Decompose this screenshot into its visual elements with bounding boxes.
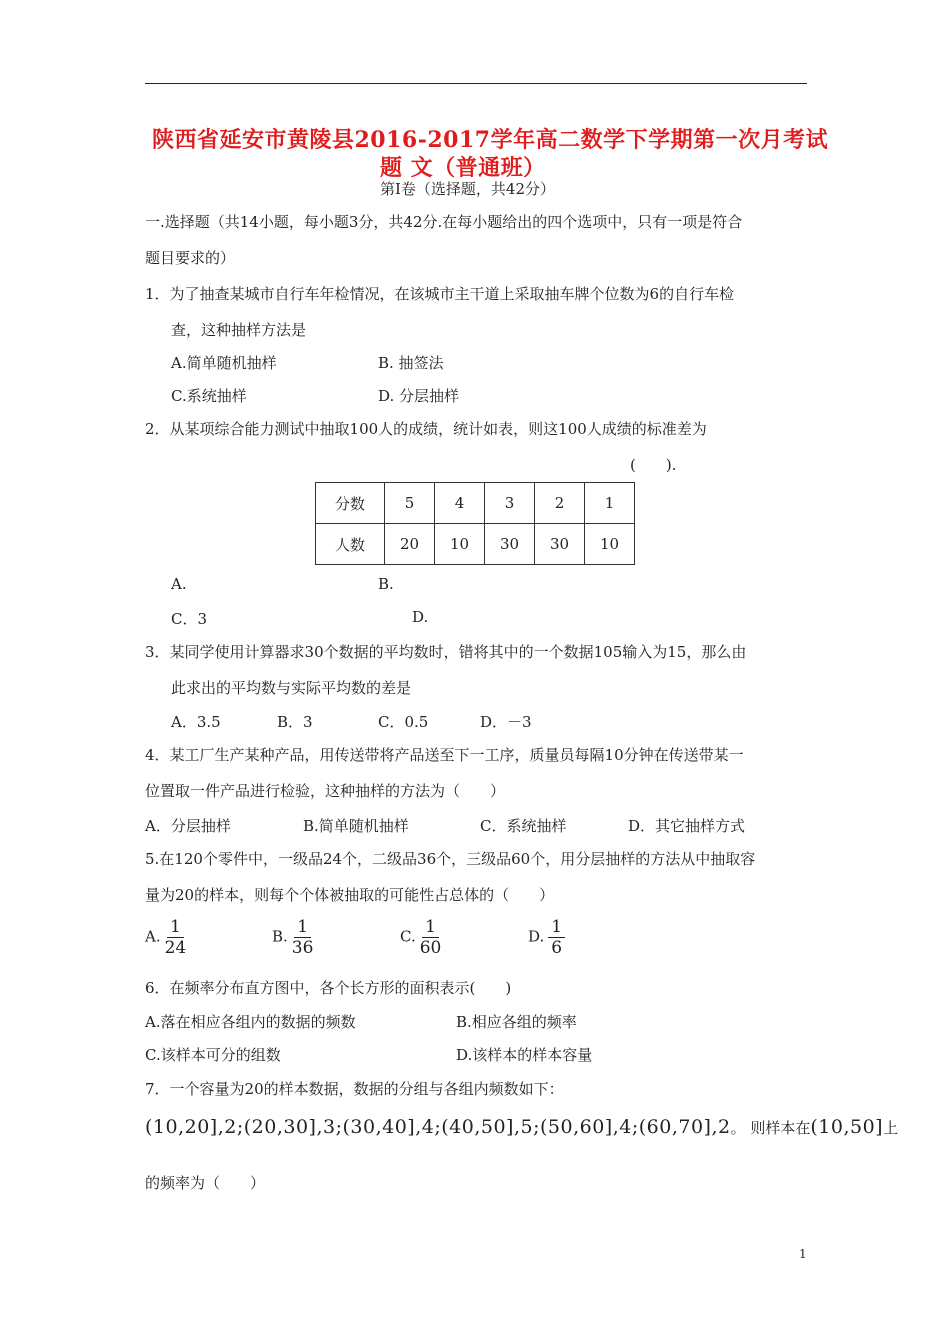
fraction	[548, 917, 565, 958]
table-cell: 1	[585, 483, 635, 524]
q5-stem-line2: 量为20的样本，则每个个体被抽取的可能性占总体的（ ）	[145, 886, 555, 904]
q7-stem-end: 上	[883, 1119, 899, 1137]
section-heading-line1: 一.选择题（共14小题，每小题3分，共42分.在每小题给出的四个选项中，只有一项是符合	[145, 213, 743, 231]
q5-option-c-label: C.	[400, 927, 416, 946]
table-cell: 5	[385, 483, 435, 524]
q1-option-c: C.系统抽样	[171, 387, 247, 405]
fraction-numerator: 1	[548, 917, 565, 938]
q3-option-c: C．0.5	[378, 713, 429, 731]
q6-option-c: C.该样本可分的组数	[145, 1046, 281, 1064]
table-row	[316, 483, 635, 524]
q5-stem-line1: 5.在120个零件中，一级品24个，二级品36个，三级品60个，用分层抽样的方法从中抽取容	[145, 850, 756, 868]
fraction-denominator: 36	[291, 938, 314, 958]
q6-stem: 6．在频率分布直方图中，各个长方形的面积表示( )	[145, 979, 512, 997]
q4-option-d: D．其它抽样方式	[628, 817, 746, 835]
q3-option-a: A．3.5	[171, 713, 221, 731]
q4-option-a: A．分层抽样	[145, 817, 231, 835]
q7-interval: (10,50]	[810, 1116, 884, 1138]
q2-option-d: D.	[412, 608, 429, 626]
fraction-numerator: 1	[422, 917, 439, 938]
q2-option-c: C．3	[171, 610, 208, 628]
q1-option-d: D. 分层抽样	[378, 387, 460, 405]
q5-option-d	[528, 917, 565, 958]
q2-answer-bracket: ( ).	[630, 456, 677, 474]
fraction-denominator: 60	[419, 938, 442, 958]
q7-frequency-data: (10,20],2;(20,30],3;(30,40],4;(40,50],5;(50,60],4;(60,70],2	[145, 1116, 731, 1138]
q1-option-a: A.简单随机抽样	[171, 354, 277, 372]
q6-option-a: A.落在相应各组内的数据的频数	[145, 1013, 356, 1031]
doc-subtitle: 第Ⅰ卷（选择题，共42分）	[380, 180, 556, 198]
header-rule	[145, 83, 807, 84]
table-cell: 30	[535, 524, 585, 565]
q3-option-d: D．－3	[480, 713, 532, 731]
q7-stem-mid: 。 则样本在	[730, 1119, 811, 1137]
score-table	[315, 482, 635, 565]
q5-option-b-label: B.	[272, 927, 288, 946]
q5-option-a	[145, 917, 186, 958]
fraction	[292, 917, 314, 958]
table-cell: 10	[435, 524, 485, 565]
fraction	[165, 917, 187, 958]
fraction-denominator: 6	[551, 938, 563, 958]
doc-title-line1: 陕西省延安市黄陵县2016-2017学年高二数学下学期第一次月考试	[152, 127, 829, 153]
q2-stem: 2．从某项综合能力测试中抽取100人的成绩，统计如表，则这100人成绩的标准差为	[145, 420, 707, 438]
table-cell: 2	[535, 483, 585, 524]
q1-option-b: B. 抽签法	[378, 354, 444, 372]
table-cell: 20	[385, 524, 435, 565]
q4-option-b: B.简单随机抽样	[303, 817, 409, 835]
table-cell: 分数	[316, 483, 385, 524]
q6-option-d: D.该样本的样本容量	[456, 1046, 593, 1064]
q4-stem-line2: 位置取一件产品进行检验，这种抽样的方法为（ ）	[145, 782, 506, 800]
q7-data-line	[145, 1116, 898, 1138]
q5-option-d-label: D.	[528, 927, 545, 946]
q4-option-c: C．系统抽样	[480, 817, 567, 835]
fraction-numerator: 1	[167, 917, 184, 938]
section-heading-line2: 题目要求的）	[145, 249, 236, 267]
q5-option-a-label: A.	[145, 927, 161, 946]
q4-stem-line1: 4．某工厂生产某种产品，用传送带将产品送至下一工序，质量员每隔10分钟在传送带某一	[145, 746, 744, 764]
q3-option-b: B．3	[277, 713, 313, 731]
q5-option-c	[400, 917, 441, 958]
fraction-denominator: 24	[164, 938, 187, 958]
fraction-numerator: 1	[294, 917, 311, 938]
q3-stem-line2: 此求出的平均数与实际平均数的差是	[171, 679, 412, 697]
q1-stem-line1: 1．为了抽查某城市自行车年检情况，在该城市主干道上采取抽车牌个位数为6的自行车检	[145, 285, 735, 303]
q3-stem-line1: 3．某同学使用计算器求30个数据的平均数时，错将其中的一个数据105输入为15，那么由	[145, 643, 747, 661]
page-number: 1	[799, 1247, 807, 1261]
table-cell: 人数	[316, 524, 385, 565]
table-row	[316, 524, 635, 565]
q7-stem-line3: 的频率为（ ）	[145, 1174, 266, 1192]
fraction	[420, 917, 442, 958]
q6-option-b: B.相应各组的频率	[456, 1013, 577, 1031]
table-cell: 10	[585, 524, 635, 565]
q2-option-a: A.	[171, 575, 187, 593]
q5-option-b	[272, 917, 313, 958]
table-cell: 30	[485, 524, 535, 565]
q7-stem-line1: 7．一个容量为20的样本数据，数据的分组与各组内频数如下：	[145, 1080, 564, 1098]
q1-stem-line2: 查，这种抽样方法是	[171, 321, 307, 339]
doc-title-line2: 题 文（普通班）	[380, 155, 546, 181]
q2-option-b: B.	[378, 575, 394, 593]
table-cell: 3	[485, 483, 535, 524]
table-cell: 4	[435, 483, 485, 524]
